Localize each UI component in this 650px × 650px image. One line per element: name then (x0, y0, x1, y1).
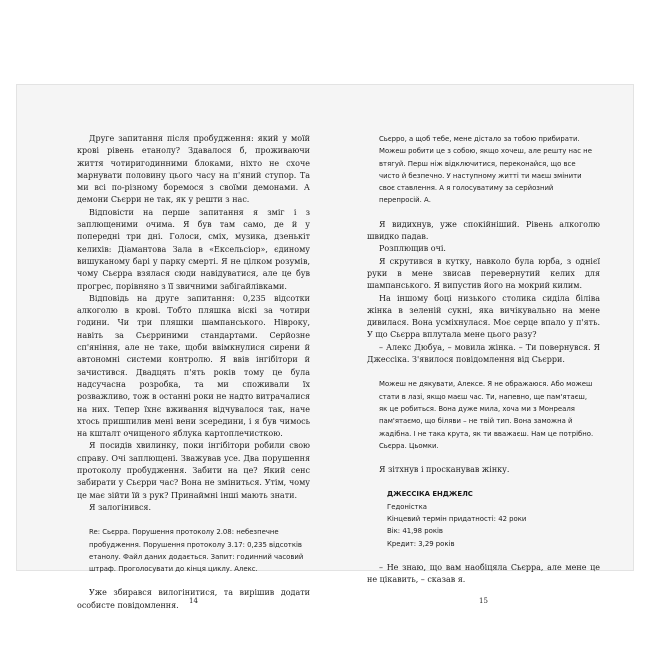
profile-credit: Кредит: 3,29 років (387, 539, 455, 548)
paragraph: Я скрутився в кутку, навколо була юрба, з однієї руки в мене звисав перевернутий келих для шампанського. Я випустив його на мокрий килим. (367, 256, 600, 291)
profile-expiry: Кінцевий термін придатності: 42 роки (387, 515, 527, 524)
paragraph: Я посидів хвилинку, поки інгібітори робили свою справу. Очі заплющені. Зважував усе. Два порушення протоколу пробудження. Забити на це? Який сенс забирати у Сьєрри час? Вона не зміниться. Утім, чому це має зійти їй з рук? Принаймні інші мають знати. (77, 441, 310, 500)
profile-card (367, 488, 600, 549)
paragraph: – Не знаю, що вам наобіцяла Сьєрра, але мене це не цікавить, – сказав я. (367, 562, 600, 585)
page-number-left: 14 (189, 597, 198, 605)
paragraph: Відповісти на перше запитання я зміг і з заплющеними очима. Я був там само, де й у попередні три дні. Голоси, сміх, музика, дзенькіт келихів: Діамантова Зала в «Ексельсіор», єдиному вишуканому барі у парку смерті. Я не цілком розумів, чому Сьєрра взялася сюди навідуватися, але це був прогрес, порівняно з її звичними забігайлівками. (77, 207, 310, 291)
paragraph: Я залогінився. (89, 502, 152, 512)
profile-name: ДЖЕССІКА ЕНДЖЕЛС (387, 490, 473, 499)
paragraph: На іншому боці низького столика сиділа біліва жінка в зеленій сукні, яка вичікувально на мене дивилася. Вона усміхнулася. Моє серце впало у п'ять. У що Сьєрра вплутала мене цього разу? (367, 293, 600, 340)
paragraph: Відповідь на друге запитання: 0,235 відсотки алкоголю в крові. Тобто пляшка віскі за чотири години. Чи три пляшки шампанського. Нівроку, навіть за Сьєрриними стандартами. Серйозне сп'яніння, але не таке, щоби ввімкнулися сирени й автономні системи контролю. Я ввів інгібітори й зачистився. Двадцять п'ять років тому це була надсучасна розробка, та ми споживали їх розважливо, тож в останні роки не надто витрачалися на них. Тепер їхнє вживання відчувалося так, наче хтось пришпилив мені вени зсередини, і я був чимось на кшталт очищеного яблука картоплечисткою. (77, 293, 310, 439)
protocol-message: Re: Сьєрра. Порушення протоколу 2.08: небезпечне пробудження. Порушення протоколу 3.17: 0,235 відсотків етанолу. Файл даних додається. Запит: годинний часовий штраф. Проголосувати до кінця циклу. Алекс. (89, 528, 304, 574)
book-spread (16, 84, 634, 610)
left-page (77, 133, 310, 612)
profile-occupation: Гедоністка (387, 502, 428, 511)
paragraph: – Алекс Дюбуа, – мовила жінка. – Ти повернувся. Я Джессіка. З'явилося повідомлення від Сьєрри. (367, 342, 600, 365)
paragraph: Я видихнув, уже спокійніший. Рівень алкоголю швидко падав. (367, 219, 600, 242)
paragraph: Я зітхнув і просканував жінку. (379, 465, 510, 475)
right-page (367, 133, 600, 587)
paragraph: Розплющив очі. (379, 244, 446, 254)
paragraph: Уже збирався вилогінитися, та вирішив додати особисте повідомлення. (77, 588, 310, 610)
paragraph: Друге запитання після пробудження: який у моїй крові рівень етанолу? Здавалося б, проживаючи життя чотиригодинними блоками, ніхто не схоче марнувати половину цього часу на п'яний ступор. Та ми всі по-різному боремося з своїми демонами. А демони Сьєрри не так, як у решти з нас. (77, 134, 310, 205)
personal-message: Сьєрро, а щоб тебе, мене дістало за тобою прибирати. Можеш робити це з собою, якщо хочеш, але решту нас не втягуй. Перш ніж відключитися, переконайся, що все чисто й безпечно. У наступному житті ти маєш змінити своє ставлення. А я голосуватиму за серйозний перепросій. А. (379, 135, 592, 205)
page-number-right: 15 (479, 597, 488, 605)
sierra-message: Можеш не дякувати, Алексе. Я не ображаюся. Або можеш стати в лазі, якщо маєш час. Ти, напевно, ще пам'ятаєш, як це робиться. Вона дуже мила, хоча ми з Монреаля пам'ятаємо, що біляви – не твій тип. Вона заможна й жадібна. І не така крута, як ти вважаєш. Нам це потрібно. Сьєрра. Цьомки. (379, 380, 594, 450)
profile-age: Вік: 41,98 років (387, 527, 443, 536)
